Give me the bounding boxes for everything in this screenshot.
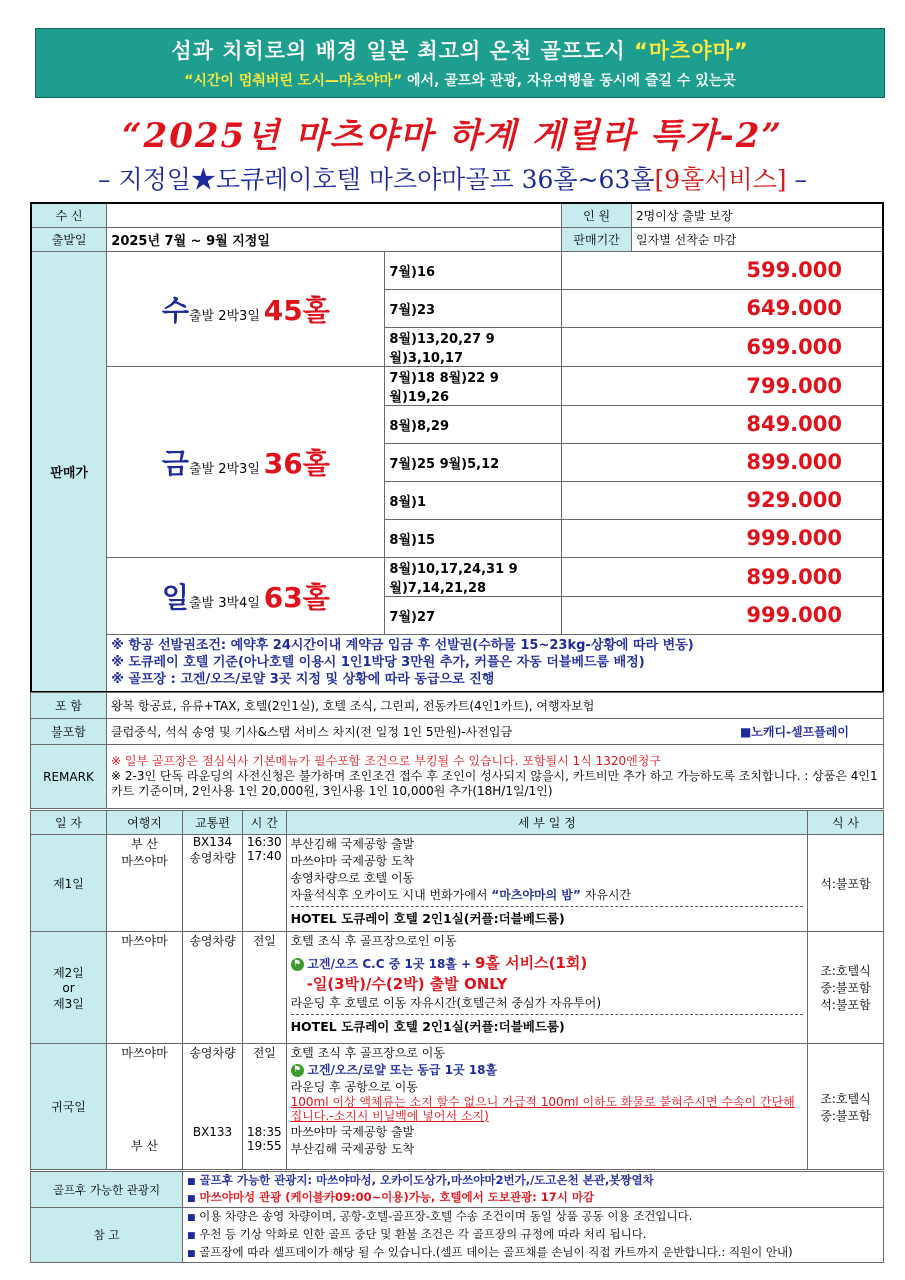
group-sun — [107, 557, 385, 634]
header-banner — [35, 28, 885, 98]
price-cell: 599.000 — [562, 251, 883, 289]
detail-line: 라운딩 후 호텔로 이동 자유시간(호텔근처 중심가 자유투어) — [290, 996, 602, 1010]
free-text: 자율석식후 오카이도 시내 번화가에서 — [290, 888, 488, 902]
sights-line — [187, 1173, 879, 1190]
day2-time: 전일 — [243, 932, 287, 1044]
recv-label: 수 신 — [31, 203, 107, 227]
group-desc: 출발 2박3일 — [188, 308, 260, 324]
date-cell: 7월)23 — [385, 289, 562, 327]
golf-text: 고겐/오즈/로얄 또는 동급 1곳 18홀 — [307, 1063, 498, 1077]
price-cell: 929.000 — [562, 481, 883, 519]
group-desc: 출발 2박3일 — [188, 461, 260, 477]
sched-head-detail: 세 부 일 정 — [286, 811, 807, 835]
sched-head-place: 여행지 — [107, 811, 183, 835]
date-cell: 7월)16 — [385, 251, 562, 289]
period-value: 일자별 선착순 마감 — [632, 227, 883, 251]
sights-text: 골프후 가능한 관광지: 마쓰야마성, 오카이도상가,마쓰야마2번가,/도고온천 본관,봇짱열차 — [199, 1172, 654, 1187]
only-line: -일(3박)/수(2박) 출발 ONLY — [306, 975, 508, 993]
group-day: 수 — [161, 293, 189, 327]
group-day: 금 — [161, 446, 189, 480]
golf-flag-icon: ⚑ — [291, 1064, 304, 1077]
bullet-icon: ■ — [187, 1249, 196, 1259]
price-table — [30, 202, 884, 693]
day1-detail — [286, 835, 807, 932]
golf-line — [291, 1061, 803, 1078]
banner-tagline: “시간이 멈춰버린 도시—마츠야마” — [184, 73, 403, 89]
conditions-notes — [107, 634, 883, 692]
price-cell: 699.000 — [562, 327, 883, 366]
ref-line — [187, 1244, 879, 1262]
trans: BX134 — [192, 835, 233, 849]
day2-trans: 송영차량 — [183, 932, 243, 1044]
include-value: 왕복 항공료, 유류+TAX, 호텔(2인1실), 호텔 조식, 그린피, 전동카트(4인1카트), 여행자보험 — [107, 693, 884, 719]
day1-place — [107, 835, 183, 932]
ref-line — [187, 1208, 879, 1226]
note-line: ※ 도큐레이 호텔 기준(아나호텔 이용시 1인1박당 3만원 추가, 커플은 자동 더블베드룸 배정) — [111, 655, 645, 671]
note-line: ※ 골프장 : 고겐/오즈/로얄 3곳 지정 및 상황에 따라 동급으로 진행 — [111, 672, 495, 688]
people-label: 인 원 — [562, 203, 632, 227]
remark-line: ※ 일부 골프장은 점심식사 기본메뉴가 필수포함 조건으로 부킹될 수 있습니다. 포함될시 1식 1320엔청구 — [111, 754, 661, 768]
depart-label: 출발일 — [31, 227, 107, 251]
free-highlight: “마츠야마의 밤” — [491, 888, 581, 902]
time: 19:55 — [247, 1139, 282, 1153]
ref-text: 이용 차량은 송영 차량이며, 공항-호텔-골프장-호텔 수송 조건이며 동일 상품 공동 이용 조건입니다. — [199, 1209, 693, 1223]
date-cell: 7월)18 8월)22 9월)19,26 — [385, 366, 562, 405]
detail-line — [291, 886, 803, 903]
label: 제2일 — [53, 965, 84, 980]
detail-line: 송영차량으로 호텔 이동 — [290, 871, 415, 885]
place: 마쓰야마 — [121, 1046, 168, 1060]
price-cell: 999.000 — [562, 596, 883, 634]
price-cell: 649.000 — [562, 289, 883, 327]
terms-table — [30, 692, 884, 809]
trans: 송영차량 — [189, 1046, 236, 1060]
group-desc: 출발 3박4일 — [188, 595, 260, 611]
bullet-icon: ■ — [187, 1213, 196, 1223]
group-day: 일 — [161, 580, 189, 614]
sights-cell — [183, 1172, 884, 1208]
free-text: 자유시간 — [584, 888, 632, 902]
group-holes: 45홀 — [263, 293, 330, 327]
no-caddie-note: ■노캐디-셀프플레이 — [739, 725, 849, 739]
detail-line: 호텔 조식 후 골프장으로 이동 — [290, 1046, 445, 1060]
date-cell: 7월)25 9월)5,12 — [385, 443, 562, 481]
ref-label: 참 고 — [31, 1208, 183, 1263]
day2-place: 마쓰야마 — [107, 932, 183, 1044]
schedule-table — [30, 810, 884, 1170]
liquid-warning: 100ml 이상 액체류는 소지 할수 없으니 가급적 100ml 이하도 화물로 붙혀주시면 수속이 간단해 집니다.-소지시 비닐백에 넣어서 소지) — [290, 1095, 795, 1123]
detail-line: 부산김해 국제공항 출발 — [290, 837, 415, 851]
time: 전일 — [252, 1046, 276, 1060]
page-title: “2025년 마츠야마 하계 게릴라 특가-2” — [122, 116, 783, 156]
meal: 석:불포함 — [820, 998, 871, 1012]
price-label: 판매가 — [31, 251, 107, 692]
day3-trans — [183, 1044, 243, 1170]
bullet-icon: ■ — [187, 1193, 196, 1204]
place: 부 산 — [131, 1139, 158, 1153]
golf-flag-icon: ⚑ — [291, 958, 304, 971]
date-cell: 8월)15 — [385, 519, 562, 557]
banner-highlight: “마츠야마” — [633, 39, 749, 63]
golf-service: 9홀 서비스(1회) — [474, 954, 588, 972]
day2-label — [31, 932, 107, 1044]
day1-trans — [183, 835, 243, 932]
exclude-value: 클럽중식, 석식 송영 및 기사&스탭 서비스 차지(전 일정 1인 5만원)-사전입금 — [111, 725, 513, 739]
people-value: 2명이상 출발 보장 — [632, 203, 883, 227]
label: or — [62, 980, 75, 995]
sched-head-trans: 교통편 — [183, 811, 243, 835]
ref-cell — [183, 1208, 884, 1263]
golf-line — [291, 952, 803, 973]
meal: 조:호텔식 — [820, 1091, 871, 1106]
meal: 중:불포함 — [820, 1108, 871, 1123]
day2-detail — [286, 932, 807, 1044]
info-table — [30, 1171, 884, 1263]
bullet-icon: ■ — [187, 1231, 196, 1241]
hotel-line: HOTEL 도큐레이 호텔 2인1실(커플:더블베드룸) — [291, 906, 803, 927]
hotel-line: HOTEL 도큐레이 호텔 2인1실(커플:더블베드룸) — [291, 1014, 803, 1035]
sched-head-time: 시 간 — [243, 811, 287, 835]
day1-label: 제1일 — [31, 835, 107, 932]
banner-line2 — [36, 70, 884, 90]
sched-head-day: 일 자 — [31, 811, 107, 835]
sights-text: 마쓰야마성 관광 (케이블카09:00~이용)가능, 호텔에서 도보관광: 17시 마감 — [199, 1189, 595, 1204]
price-cell: 799.000 — [562, 366, 883, 405]
price-cell: 999.000 — [562, 519, 883, 557]
ref-text: 골프장에 따라 셀프데이가 해당 될 수 있습니다.(셀프 데이는 골프채를 손님이 직접 카트까지 운반합니다.: 직원이 안내) — [199, 1245, 793, 1259]
recv-value — [107, 203, 562, 227]
label: 제3일 — [53, 996, 84, 1011]
detail-line: 부산김해 국제공항 도착 — [290, 1142, 415, 1156]
remark-cell — [107, 745, 884, 809]
sights-line — [187, 1190, 879, 1207]
day2-meal — [808, 932, 884, 1044]
remark-line: ※ 2-3인 단독 라운딩의 사전신청은 불가하며 조인조건 접수 후 조인이 성사되지 않을시, 카트비만 추가 하고 가능하도록 조치합니다. : 상품은 4인1카트 기준이며, 2인사용 1인 20,000원, 3인사용 1인 10,000원 추가(18H/1일/1인) — [111, 769, 878, 798]
day3-detail — [286, 1044, 807, 1170]
detail-line: 호텔 조식 후 골프장으로인 이동 — [290, 934, 457, 948]
time: 16:30 — [247, 835, 282, 849]
price-cell: 899.000 — [562, 557, 883, 596]
bullet-icon: ■ — [187, 1176, 196, 1187]
sched-head-meal: 식 사 — [808, 811, 884, 835]
trans: 송영차량 — [189, 851, 236, 865]
ref-text: 우천 등 기상 악화로 인한 골프 중단 및 환불 조건은 각 골프장의 규정에 따라 처리 됩니다. — [199, 1227, 647, 1241]
time: 18:35 — [247, 1125, 282, 1139]
ref-line — [187, 1226, 879, 1244]
golf-text: 고겐/오즈 C.C 중 1곳 18홀 + — [307, 957, 472, 971]
price-cell: 899.000 — [562, 443, 883, 481]
note-line: ※ 항공 선발권조건: 예약후 24시간이내 계약금 입금 후 선발권(수하물 15~23kg-상황에 따라 변동) — [111, 638, 694, 654]
subtitle-service: [9홀서비스] — [654, 165, 787, 194]
exclude-label: 불포함 — [31, 719, 107, 745]
date-cell: 8월)1 — [385, 481, 562, 519]
remark-label: REMARK — [31, 745, 107, 809]
place: 부 산 — [131, 837, 158, 851]
day1-meal: 석:불포함 — [808, 835, 884, 932]
sights-label: 골프후 가능한 관광지 — [31, 1172, 183, 1208]
date-cell: 8월)10,17,24,31 9월)7,14,21,28 — [385, 557, 562, 596]
exclude-cell — [107, 719, 884, 745]
detail-line: 마쓰야마 국제공항 도착 — [290, 854, 415, 868]
day3-time — [243, 1044, 287, 1170]
subtitle-main: – 지정일★도큐레이호텔 마츠야마골프 36홀~63홀 — [98, 165, 655, 194]
day3-meal — [808, 1044, 884, 1170]
meal: 조:호텔식 — [820, 964, 871, 978]
day3-place — [107, 1044, 183, 1170]
date-cell: 8월)8,29 — [385, 405, 562, 443]
detail-line: 마쓰야마 국제공항 출발 — [290, 1125, 415, 1139]
banner-line1-text: 섬과 치히로의 배경 일본 최고의 온천 골프도시 — [171, 39, 626, 63]
banner-line1 — [36, 35, 884, 65]
detail-line: 라운딩 후 공항으로 이동 — [290, 1080, 418, 1094]
group-fri — [107, 366, 385, 557]
group-holes: 63홀 — [263, 580, 330, 614]
trans: BX133 — [192, 1125, 233, 1139]
place: 마쓰야마 — [121, 854, 168, 868]
date-cell: 7월)27 — [385, 596, 562, 634]
meal: 중:불포함 — [820, 981, 871, 995]
subtitle-dash: – — [794, 165, 807, 194]
date-cell: 8월)13,20,27 9월)3,10,17 — [385, 327, 562, 366]
page-subtitle — [0, 160, 905, 196]
period-label: 판매기간 — [562, 227, 632, 251]
day3-label: 귀국일 — [31, 1044, 107, 1170]
depart-value: 2025년 7월 ~ 9월 지정일 — [107, 227, 562, 251]
group-holes: 36홀 — [263, 446, 330, 480]
price-cell: 849.000 — [562, 405, 883, 443]
include-label: 포 함 — [31, 693, 107, 719]
day1-time — [243, 835, 287, 932]
group-wed — [107, 251, 385, 366]
banner-line2-text: 에서, 골프와 관광, 자유여행을 동시에 즐길 수 있는곳 — [407, 73, 736, 89]
time: 17:40 — [247, 849, 282, 863]
